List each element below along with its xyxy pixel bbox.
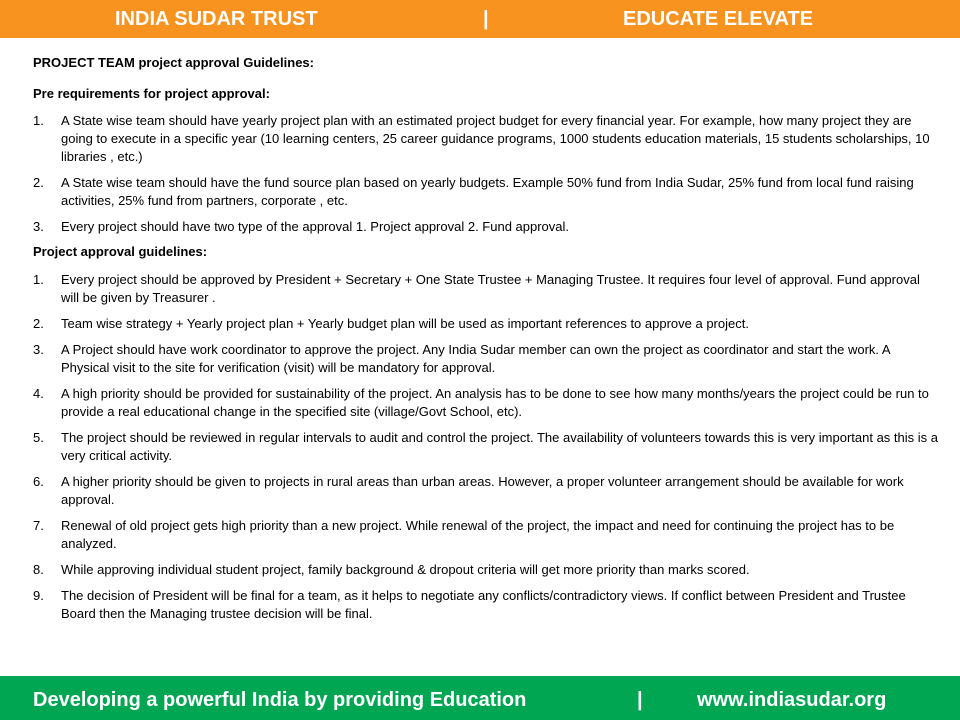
list-item bbox=[33, 473, 938, 509]
item-number: 5. bbox=[33, 430, 44, 445]
item-text: The project should be reviewed in regular intervals to audit and control the project. The availability of volunteers towards this is very important as this is a very critical activity. bbox=[61, 430, 938, 463]
pre-requirements-heading: Pre requirements for project approval: bbox=[33, 86, 270, 101]
document-body bbox=[33, 55, 938, 631]
item-number: 1. bbox=[33, 113, 44, 128]
list-item bbox=[33, 174, 938, 210]
item-number: 6. bbox=[33, 474, 44, 489]
org-tagline: EDUCATE ELEVATE bbox=[623, 8, 814, 30]
item-text: A State wise team should have yearly project plan with an estimated project budget for every financial year. For example, how many project they are going to execute in a specific year (10 learning centers, 25 career guidance programs, 1000 students education materials, 15 students scholarships, 10 libraries , etc.) bbox=[61, 113, 930, 164]
list-item bbox=[33, 218, 938, 236]
item-number: 2. bbox=[33, 175, 44, 190]
list-item bbox=[33, 587, 938, 623]
footer-slogan: Developing a powerful India by providing Education bbox=[33, 689, 527, 711]
list-item bbox=[33, 271, 938, 307]
footer-banner bbox=[0, 676, 960, 720]
item-number: 3. bbox=[33, 342, 44, 357]
guidelines-heading: Project approval guidelines: bbox=[33, 244, 208, 259]
item-text: While approving individual student project, family background & dropout criteria will get more priority than marks scored. bbox=[61, 562, 750, 577]
item-number: 3. bbox=[33, 219, 44, 234]
org-name: INDIA SUDAR TRUST bbox=[115, 8, 318, 30]
header-banner bbox=[0, 0, 960, 38]
item-text: A high priority should be provided for sustainability of the project. An analysis has to be done to see how many months/years the project could be run to provide a real educational change in the specified site (village/Govt School, etc). bbox=[61, 386, 929, 419]
list-item bbox=[33, 315, 938, 333]
item-text: Renewal of old project gets high priority than a new project. While renewal of the project, the impact and need for continuing the project has to be analyzed. bbox=[61, 518, 895, 551]
website-link[interactable]: www.indiasudar.org bbox=[697, 689, 887, 711]
item-number: 4. bbox=[33, 386, 44, 401]
item-text: The decision of President will be final for a team, as it helps to negotiate any conflicts/contradictory views. If conflict between President and Trustee Board then the Managing trustee decision will be final. bbox=[61, 588, 906, 621]
list-item bbox=[33, 429, 938, 465]
item-number: 1. bbox=[33, 272, 44, 287]
pre-requirements-list bbox=[33, 112, 938, 236]
page-title: PROJECT TEAM project approval Guidelines: bbox=[33, 55, 314, 70]
header-separator: | bbox=[483, 8, 489, 30]
item-text: A higher priority should be given to projects in rural areas than urban areas. However, a proper volunteer arrangement should be available for work approval. bbox=[61, 474, 904, 507]
item-number: 8. bbox=[33, 562, 44, 577]
list-item bbox=[33, 385, 938, 421]
footer-separator: | bbox=[637, 689, 643, 711]
item-text: Every project should be approved by President + Secretary + One State Trustee + Managing Trustee. It requires four level of approval. Fund approval will be given by Treasurer . bbox=[61, 272, 920, 305]
list-item bbox=[33, 517, 938, 553]
list-item bbox=[33, 341, 938, 377]
item-text: Every project should have two type of the approval 1. Project approval 2. Fund approval. bbox=[61, 219, 570, 234]
item-number: 2. bbox=[33, 316, 44, 331]
item-number: 9. bbox=[33, 588, 44, 603]
item-text: A Project should have work coordinator to approve the project. Any India Sudar member can own the project as coordinator and start the work. A Physical visit to the site for verification (visit) will be mandatory for approval. bbox=[61, 342, 890, 375]
item-number: 7. bbox=[33, 518, 44, 533]
item-text: Team wise strategy + Yearly project plan + Yearly budget plan will be used as important references to approve a project. bbox=[61, 316, 749, 331]
list-item bbox=[33, 112, 938, 166]
list-item bbox=[33, 561, 938, 579]
guidelines-list bbox=[33, 271, 938, 623]
item-text: A State wise team should have the fund source plan based on yearly budgets. Example 50% fund from India Sudar, 25% fund from local fund raising activities, 25% fund from partners, corporate , etc. bbox=[61, 175, 914, 208]
